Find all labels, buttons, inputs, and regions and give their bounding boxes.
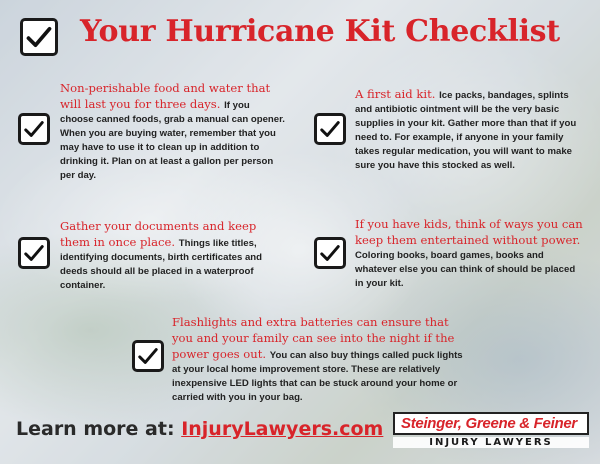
item-body: Things like titles, identifying documents, birth certificates and deeds should all be placed in a waterproof container. (60, 238, 263, 291)
learn-more (16, 418, 383, 440)
item-body: Ice packs, bandages, splints and antibiotic ointment will be the very basic supplies in your kit. Gather more than that if you need to. For example, if anyone in your family takes regular medication, you will want to make sure you have this stocked as well. (355, 90, 577, 171)
item-body: Coloring books, board games, books and whatever else you can think of should be placed in your kit. (355, 250, 576, 289)
title-checkbox-icon (20, 18, 58, 56)
item-flashlights (172, 315, 464, 405)
item-lead: Non-perishable food and water that will last you for three days. (60, 81, 271, 111)
learn-more-label: Learn more at: (16, 418, 175, 440)
page-title: Your Hurricane Kit Checklist (80, 14, 560, 49)
item-lead: Gather your documents and keep them in once place. (60, 219, 257, 249)
item-lead: Flashlights and extra batteries can ensure that you and your family can see into the night if the power goes out. (172, 315, 455, 361)
firm-logo-subtitle: INJURY LAWYERS (393, 437, 589, 448)
website-link[interactable]: InjuryLawyers.com (181, 418, 384, 440)
item-first-aid (355, 87, 585, 173)
checkbox-icon-flashlights (132, 340, 164, 372)
item-body: You can also buy things called puck lights at your local home improvement store. These are relatively inexpensive LED lights that can be stuck around your home or carried with you in your bag. (172, 350, 463, 403)
item-kids (355, 217, 585, 291)
item-body: If you choose canned foods, grab a manual can opener. When you are buying water, remember that you may have to use it to clean up in addition to drinking it. Plan on at least a gallon per person per day. (60, 100, 285, 181)
item-lead: A first aid kit. (355, 87, 440, 101)
firm-logo-name: Steinger, Greene & Feiner (393, 412, 589, 435)
checkbox-icon-food (18, 113, 50, 145)
item-lead: If you have kids, think of ways you can keep them entertained without power. (355, 217, 583, 247)
item-food-water (60, 81, 285, 183)
checkbox-icon-documents (18, 237, 50, 269)
checkbox-icon-first-aid (314, 113, 346, 145)
item-documents (60, 219, 285, 293)
checkbox-icon-kids (314, 237, 346, 269)
firm-logo (393, 412, 589, 456)
